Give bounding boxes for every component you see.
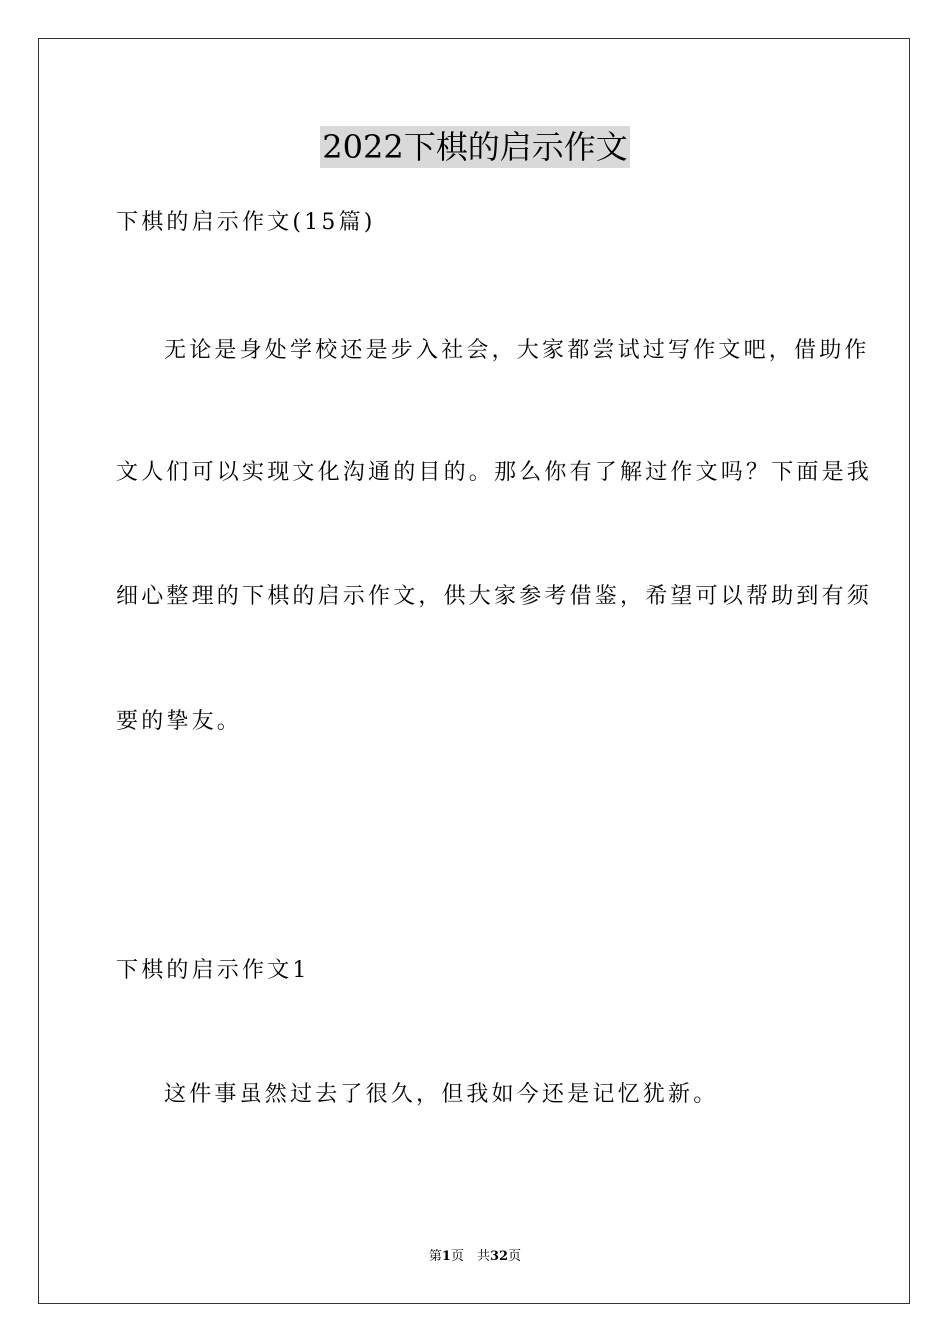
footer-page-total: 32 bbox=[489, 1249, 509, 1264]
title-container bbox=[0, 126, 950, 168]
page-footer bbox=[0, 1248, 950, 1266]
footer-page-current: 1 bbox=[441, 1249, 451, 1264]
document-subtitle: 下棋的启示作文(15篇) bbox=[116, 210, 376, 235]
section-first-line: 这件事虽然过去了很久，但我如今还是记忆犹新。 bbox=[164, 1082, 719, 1107]
footer-prefix: 第 bbox=[428, 1249, 442, 1264]
intro-line-3: 细心整理的下棋的启示作文，供大家参考借鉴，希望可以帮助到有须 bbox=[116, 584, 873, 609]
document-title: 2022下棋的启示作文 bbox=[322, 128, 628, 166]
intro-line-1: 无论是身处学校还是步入社会，大家都尝试过写作文吧，借助作 bbox=[164, 338, 870, 363]
footer-suffix: 页 bbox=[508, 1249, 522, 1264]
footer-mid: 页 共 bbox=[450, 1249, 490, 1264]
intro-line-4: 要的挚友。 bbox=[116, 709, 243, 734]
section-heading: 下棋的启示作文1 bbox=[116, 958, 310, 983]
intro-line-2: 文人们可以实现文化沟通的目的。那么你有了解过作文吗？下面是我 bbox=[116, 460, 873, 485]
